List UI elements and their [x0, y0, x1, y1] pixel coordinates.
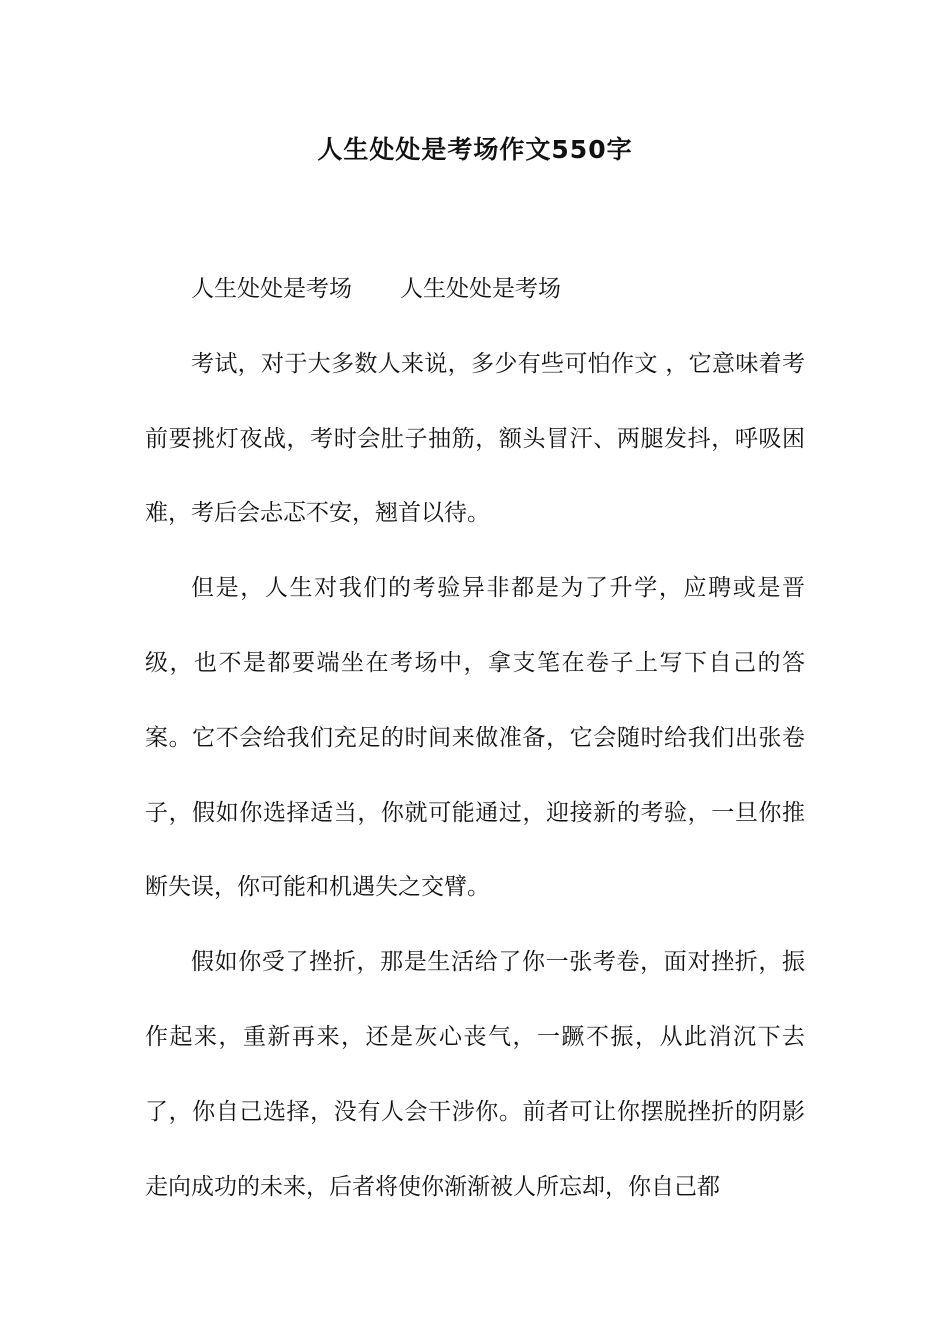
page-title: 人生处处是考场作文550字	[317, 135, 633, 164]
subtitle-right: 人生处处是考场	[400, 276, 561, 302]
paragraph-1: 考试，对于大多数人来说，多少有些可怕作文 ，它意味着考前要挑灯夜战，考时会肚子抽筋，额头冒汗、两腿发抖，呼吸困难，考后会忐忑不安，翘首以待。	[145, 350, 805, 527]
subtitle-line	[145, 252, 805, 327]
subtitle-left: 人生处处是考场	[191, 276, 352, 302]
paragraph-3: 假如你受了挫折，那是生活给了你一张考卷，面对挫折，振作起来，重新再来，还是灰心丧气，一蹶不振，从此消沉下去了，你自己选择，没有人会干涉你。前者可让你摆脱挫折的阴影走向成功的未来，后者将使你渐渐被人所忘却，你自己都	[145, 949, 805, 1200]
document-body	[145, 252, 805, 1224]
paragraph-2: 但是，人生对我们的考验异非都是为了升学，应聘或是晋级，也不是都要端坐在考场中，拿支笔在卷子上写下自己的答案。它不会给我们充足的时间来做准备，它会随时给我们出张卷子，假如你选择适当，你就可能通过，迎接新的考验，一旦你推断失误，你可能和机遇失之交臂。	[145, 575, 805, 901]
